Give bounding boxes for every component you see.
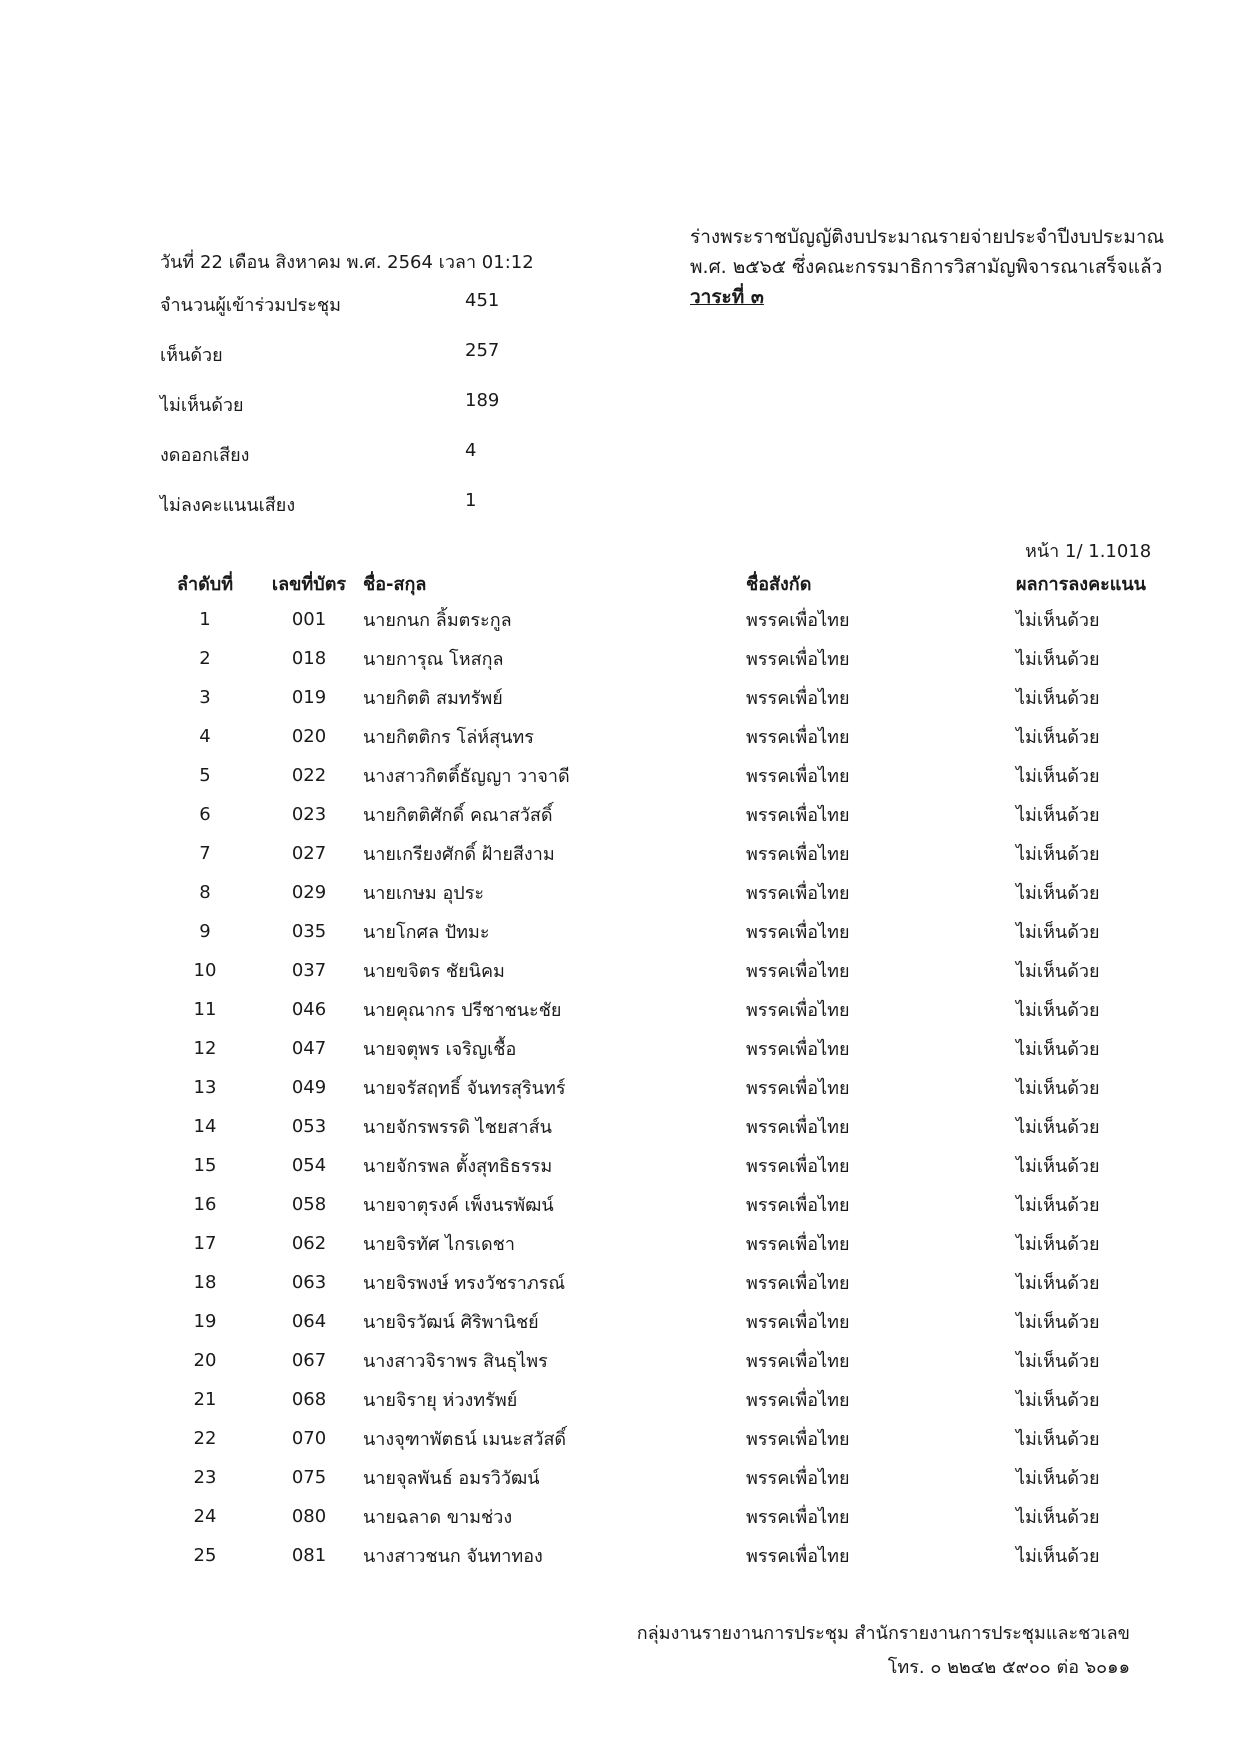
cell-card: 029 xyxy=(291,882,327,903)
cell-party: พรรคเพื่อไทย xyxy=(746,1117,850,1138)
vote-table-body xyxy=(155,600,1166,1575)
cell-name: นายเกรียงศักดิ์ ฝ้ายสีงาม xyxy=(363,844,555,865)
cell-card: 001 xyxy=(291,609,327,630)
cell-vote: ไม่เห็นด้วย xyxy=(1016,649,1100,670)
table-row xyxy=(155,834,1166,873)
cell-vote: ไม่เห็นด้วย xyxy=(1016,688,1100,709)
summary-value: 189 xyxy=(465,390,500,411)
table-row xyxy=(155,1068,1166,1107)
cell-card: 035 xyxy=(291,921,327,942)
cell-name: นายจตุพร เจริญเชื้อ xyxy=(363,1039,517,1060)
cell-party: พรรคเพื่อไทย xyxy=(746,610,850,631)
summary-value: 451 xyxy=(465,290,500,311)
cell-card: 019 xyxy=(291,687,327,708)
table-row xyxy=(155,756,1166,795)
cell-party: พรรคเพื่อไทย xyxy=(746,1234,850,1255)
cell-seq: 5 xyxy=(199,765,211,786)
cell-seq: 8 xyxy=(199,882,211,903)
cell-party: พรรคเพื่อไทย xyxy=(746,805,850,826)
table-row xyxy=(155,600,1166,639)
header-vote: ผลการลงคะแนน xyxy=(1016,573,1146,595)
table-row xyxy=(155,1536,1166,1575)
cell-seq: 24 xyxy=(193,1506,217,1527)
cell-seq: 11 xyxy=(193,999,217,1020)
cell-party: พรรคเพื่อไทย xyxy=(746,1000,850,1021)
cell-seq: 23 xyxy=(193,1467,217,1488)
cell-seq: 12 xyxy=(193,1038,217,1059)
table-row xyxy=(155,717,1166,756)
cell-party: พรรคเพื่อไทย xyxy=(746,1312,850,1333)
cell-vote: ไม่เห็นด้วย xyxy=(1016,1390,1100,1411)
cell-seq: 16 xyxy=(193,1194,217,1215)
cell-seq: 17 xyxy=(193,1233,217,1254)
header-name: ชื่อ-สกุล xyxy=(363,573,427,595)
table-row xyxy=(155,1497,1166,1536)
table-row xyxy=(155,1185,1166,1224)
summary-value: 4 xyxy=(465,440,477,461)
cell-card: 020 xyxy=(291,726,327,747)
table-row xyxy=(155,1458,1166,1497)
cell-name: นางสาวกิตติ์ธัญญา วาจาดี xyxy=(363,766,570,787)
cell-vote: ไม่เห็นด้วย xyxy=(1016,1312,1100,1333)
cell-seq: 9 xyxy=(199,921,211,942)
cell-seq: 15 xyxy=(193,1155,217,1176)
cell-party: พรรคเพื่อไทย xyxy=(746,1078,850,1099)
header-card: เลขที่บัตร xyxy=(271,573,347,595)
cell-card: 047 xyxy=(291,1038,327,1059)
cell-seq: 18 xyxy=(193,1272,217,1293)
table-row xyxy=(155,678,1166,717)
table-row xyxy=(155,1107,1166,1146)
cell-name: นางสาวชนก จันทาทอง xyxy=(363,1546,543,1567)
cell-vote: ไม่เห็นด้วย xyxy=(1016,1117,1100,1138)
cell-party: พรรคเพื่อไทย xyxy=(746,1468,850,1489)
cell-party: พรรคเพื่อไทย xyxy=(746,1507,850,1528)
cell-vote: ไม่เห็นด้วย xyxy=(1016,1546,1100,1567)
footer xyxy=(637,1617,1130,1685)
cell-name: นายคุณากร ปรีชาชนะชัย xyxy=(363,1000,562,1021)
cell-card: 064 xyxy=(291,1311,327,1332)
cell-vote: ไม่เห็นด้วย xyxy=(1016,1351,1100,1372)
cell-name: นายขจิตร ชัยนิคม xyxy=(363,961,505,982)
table-header-row xyxy=(155,566,1166,600)
table-row xyxy=(155,990,1166,1029)
cell-seq: 7 xyxy=(199,843,211,864)
cell-name: นายโกศล ปัทมะ xyxy=(363,922,490,943)
cell-seq: 25 xyxy=(193,1545,217,1566)
summary-value: 257 xyxy=(465,340,500,361)
cell-party: พรรคเพื่อไทย xyxy=(746,1546,850,1567)
cell-card: 068 xyxy=(291,1389,327,1410)
cell-vote: ไม่เห็นด้วย xyxy=(1016,1234,1100,1255)
cell-card: 070 xyxy=(291,1428,327,1449)
summary-label: ไม่เห็นด้วย xyxy=(160,395,244,416)
cell-seq: 6 xyxy=(199,804,211,825)
cell-name: นายกิตติศักดิ์ คณาสวัสดิ์ xyxy=(363,805,553,826)
cell-card: 027 xyxy=(291,843,327,864)
summary-label: ไม่ลงคะแนนเสียง xyxy=(160,495,296,516)
table-row xyxy=(155,912,1166,951)
cell-party: พรรคเพื่อไทย xyxy=(746,922,850,943)
cell-seq: 10 xyxy=(193,960,217,981)
cell-card: 037 xyxy=(291,960,327,981)
footer-office: กลุ่มงานรายงานการประชุม สำนักรายงานการประชุมและชวเลข xyxy=(636,1623,1130,1644)
cell-party: พรรคเพื่อไทย xyxy=(746,883,850,904)
table-row xyxy=(155,873,1166,912)
cell-party: พรรคเพื่อไทย xyxy=(746,1039,850,1060)
table-row xyxy=(155,1263,1166,1302)
cell-vote: ไม่เห็นด้วย xyxy=(1016,883,1100,904)
cell-card: 081 xyxy=(291,1545,327,1566)
agenda-label: วาระที่ ๓ xyxy=(690,286,764,308)
table-row xyxy=(155,1302,1166,1341)
footer-phone: โทร. ๐ ๒๒๔๒ ๕๙๐๐ ต่อ ๖๐๑๑ xyxy=(887,1657,1130,1678)
cell-name: นายกิตติ สมทรัพย์ xyxy=(363,688,503,709)
cell-vote: ไม่เห็นด้วย xyxy=(1016,1039,1100,1060)
cell-name: นายจุลพันธ์ อมรวิวัฒน์ xyxy=(363,1468,540,1489)
cell-name: นายกนก ลิ้มตระกูล xyxy=(363,610,512,631)
cell-party: พรรคเพื่อไทย xyxy=(746,1429,850,1450)
table-row xyxy=(155,1146,1166,1185)
table-row xyxy=(155,951,1166,990)
table-row xyxy=(155,1419,1166,1458)
cell-seq: 13 xyxy=(193,1077,217,1098)
cell-name: นายจิรทัศ ไกรเดชา xyxy=(363,1234,515,1255)
cell-vote: ไม่เห็นด้วย xyxy=(1016,805,1100,826)
cell-vote: ไม่เห็นด้วย xyxy=(1016,727,1100,748)
cell-name: นายจิรพงษ์ ทรงวัชราภรณ์ xyxy=(363,1273,566,1294)
cell-vote: ไม่เห็นด้วย xyxy=(1016,1000,1100,1021)
cell-vote: ไม่เห็นด้วย xyxy=(1016,922,1100,943)
cell-party: พรรคเพื่อไทย xyxy=(746,1351,850,1372)
cell-card: 053 xyxy=(291,1116,327,1137)
cell-name: นายจาตุรงค์ เพ็งนรพัฒน์ xyxy=(363,1195,554,1216)
cell-party: พรรคเพื่อไทย xyxy=(746,727,850,748)
cell-party: พรรคเพื่อไทย xyxy=(746,1156,850,1177)
cell-name: นายเกษม อุประ xyxy=(363,883,485,904)
cell-card: 018 xyxy=(291,648,327,669)
cell-card: 080 xyxy=(291,1506,327,1527)
cell-seq: 14 xyxy=(193,1116,217,1137)
cell-seq: 3 xyxy=(199,687,211,708)
cell-name: นางจุฑาพัตธน์ เมนะสวัสดิ์ xyxy=(363,1429,567,1450)
table-row xyxy=(155,1380,1166,1419)
header-party: ชื่อสังกัด xyxy=(746,573,812,595)
cell-name: นายจิรวัฒน์ ศิริพานิชย์ xyxy=(363,1312,539,1333)
summary-label: งดออกเสียง xyxy=(160,445,250,466)
cell-vote: ไม่เห็นด้วย xyxy=(1016,1507,1100,1528)
table-row xyxy=(155,1341,1166,1380)
cell-name: นางสาวจิราพร สินธุไพร xyxy=(363,1351,548,1372)
cell-card: 049 xyxy=(291,1077,327,1098)
cell-seq: 4 xyxy=(199,726,211,747)
cell-party: พรรคเพื่อไทย xyxy=(746,1195,850,1216)
cell-vote: ไม่เห็นด้วย xyxy=(1016,610,1100,631)
cell-vote: ไม่เห็นด้วย xyxy=(1016,844,1100,865)
cell-card: 058 xyxy=(291,1194,327,1215)
cell-name: นายจักรพล ตั้งสุทธิธรรม xyxy=(363,1156,553,1177)
summary-label: จำนวนผู้เข้าร่วมประชุม xyxy=(160,295,341,316)
cell-vote: ไม่เห็นด้วย xyxy=(1016,1156,1100,1177)
cell-vote: ไม่เห็นด้วย xyxy=(1016,1273,1100,1294)
cell-card: 075 xyxy=(291,1467,327,1488)
cell-card: 046 xyxy=(291,999,327,1020)
table-row xyxy=(155,1029,1166,1068)
cell-party: พรรคเพื่อไทย xyxy=(746,766,850,787)
cell-seq: 20 xyxy=(193,1350,217,1371)
cell-vote: ไม่เห็นด้วย xyxy=(1016,1195,1100,1216)
cell-card: 022 xyxy=(291,765,327,786)
cell-seq: 22 xyxy=(193,1428,217,1449)
cell-party: พรรคเพื่อไทย xyxy=(746,1390,850,1411)
bill-title-line2: พ.ศ. ๒๕๖๕ ซึ่งคณะกรรมาธิการวิสามัญพิจารณาเสร็จแล้ว xyxy=(690,256,1163,278)
cell-seq: 21 xyxy=(193,1389,217,1410)
cell-party: พรรคเพื่อไทย xyxy=(746,844,850,865)
cell-seq: 2 xyxy=(199,648,211,669)
cell-name: นายจิรายุ ห่วงทรัพย์ xyxy=(363,1390,518,1411)
table-row xyxy=(155,795,1166,834)
table-row xyxy=(155,1224,1166,1263)
page-number: หน้า 1/ 1.1018 xyxy=(1025,541,1152,562)
table-row xyxy=(155,639,1166,678)
cell-vote: ไม่เห็นด้วย xyxy=(1016,1468,1100,1489)
cell-vote: ไม่เห็นด้วย xyxy=(1016,1078,1100,1099)
cell-seq: 1 xyxy=(199,609,211,630)
cell-party: พรรคเพื่อไทย xyxy=(746,649,850,670)
cell-name: นายกิตติกร โล่ห์สุนทร xyxy=(363,727,534,748)
bill-title-line1: ร่างพระราชบัญญัติงบประมาณรายจ่ายประจำปีงบประมาณ xyxy=(690,226,1165,248)
cell-vote: ไม่เห็นด้วย xyxy=(1016,766,1100,787)
cell-card: 054 xyxy=(291,1155,327,1176)
cell-vote: ไม่เห็นด้วย xyxy=(1016,1429,1100,1450)
cell-party: พรรคเพื่อไทย xyxy=(746,1273,850,1294)
cell-party: พรรคเพื่อไทย xyxy=(746,961,850,982)
meeting-datetime: วันที่ 22 เดือน สิงหาคม พ.ศ. 2564 เวลา 01:12 xyxy=(160,252,534,273)
header-seq: ลำดับที่ xyxy=(176,573,234,595)
cell-card: 067 xyxy=(291,1350,327,1371)
summary-label: เห็นด้วย xyxy=(160,345,223,366)
cell-name: นายการุณ โหสกุล xyxy=(363,649,504,670)
cell-seq: 19 xyxy=(193,1311,217,1332)
cell-card: 063 xyxy=(291,1272,327,1293)
summary-value: 1 xyxy=(465,490,477,511)
cell-name: นายจรัสฤทธิ์ จันทรสุรินทร์ xyxy=(363,1078,566,1099)
vote-table xyxy=(155,566,1166,1575)
cell-card: 023 xyxy=(291,804,327,825)
cell-card: 062 xyxy=(291,1233,327,1254)
cell-name: นายฉลาด ขามช่วง xyxy=(363,1507,513,1528)
cell-party: พรรคเพื่อไทย xyxy=(746,688,850,709)
cell-name: นายจักรพรรดิ ไชยสาส์น xyxy=(363,1117,552,1138)
bill-title xyxy=(690,222,1164,312)
cell-vote: ไม่เห็นด้วย xyxy=(1016,961,1100,982)
